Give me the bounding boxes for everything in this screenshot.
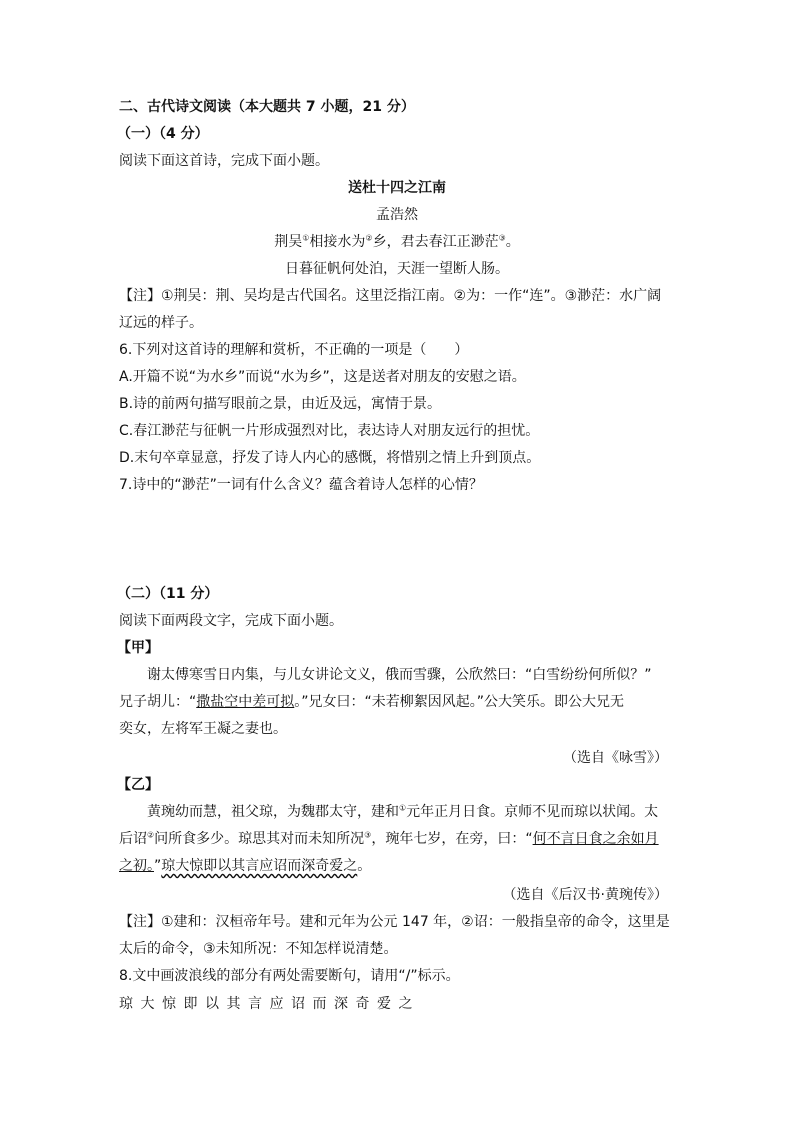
poem-line-1: [0, 232, 794, 252]
passage-text: ，琬年七岁，在旁，曰：“: [371, 831, 533, 847]
poem-title: 送杜十四之江南: [348, 180, 446, 196]
underlined-phrase: 撒盐空中差可拟: [196, 694, 295, 710]
footnote-mark: ②: [365, 233, 373, 243]
poem-text: 相接水为: [309, 234, 366, 250]
poem-note-line-1: 【注】①荆吴：荆、吴均是古代国名。这里泛指江南。②为：一作“连”。③渺茫：水广阔: [119, 288, 662, 304]
passage-text: 后诏: [119, 831, 147, 847]
option-c: C.春江渺茫与征帆一片形成强烈对比，表达诗人对朋友远行的担忧。: [119, 423, 540, 439]
passage-text: 元年正月日食。京师不见而琼以状闻。太: [406, 804, 659, 820]
poem-line-2: 日暮征帆何处泊，天涯一望断人肠。: [285, 261, 509, 277]
footnote-mark: ①: [302, 233, 310, 243]
footnote-mark: ①: [399, 803, 407, 813]
passage-note-line-2: 太后的命令，③未知所况：不知怎样说清楚。: [119, 941, 398, 957]
jia-line-1: 谢太傅寒雪日内集，与儿女讲论文义，俄而雪骤，公欣然曰：“白雪纷纷何所似？”: [147, 667, 652, 683]
yi-source: （选自《后汉书·黄琬传》）: [502, 887, 668, 903]
passage-text: 。”兄女曰：“未若柳絮因风起。”公大笑乐。即公大兄无: [294, 694, 625, 710]
option-d: D.末句卒章显意，抒发了诗人内心的感慨，将惜别之情上升到顶点。: [119, 450, 541, 466]
footnote-mark: ③: [364, 830, 372, 840]
part2-heading: （二）（11 分）: [117, 586, 219, 602]
wavy-underlined-phrase: 琼大惊即以其言应诏而深奇爱之: [161, 858, 358, 874]
question-8-text: 琼大惊即以其言应诏而深奇爱之: [119, 996, 420, 1012]
passage-text: 问所食多少。琼思其对而未知所况: [154, 831, 365, 847]
yi-line-3: [119, 856, 371, 876]
passage-text: 黄琬幼而慧，祖父琼，为魏郡太守，建和: [147, 804, 399, 820]
poem-text: 乡，君去春江正渺茫: [372, 234, 499, 250]
jia-source: （选自《咏雪》）: [563, 750, 668, 766]
jia-line-2: [119, 692, 624, 712]
question-6: 6.下列对这首诗的理解和赏析，不正确的一项是（ ）: [119, 342, 469, 358]
poem-text: 。: [505, 234, 520, 250]
passage-text: 。: [357, 858, 372, 874]
underlined-phrase: 何不言日食之余如月: [532, 831, 659, 847]
option-b: B.诗的前两句描写眼前之景，由近及远，寓情于景。: [119, 396, 442, 412]
footnote-mark: ③: [498, 233, 506, 243]
option-a: A.开篇不说“为水乡”而说“水为乡”，这是送者对朋友的安慰之语。: [119, 369, 526, 385]
yi-label: 【乙】: [117, 777, 159, 793]
underlined-phrase: 之初。: [119, 858, 154, 874]
footnote-mark: ②: [147, 830, 155, 840]
question-8: 8.文中画波浪线的部分有两处需要断句，请用“/”标示。: [119, 968, 460, 984]
yi-line-1: [147, 802, 658, 822]
passage-note-line-1: 【注】①建和：汉桓帝年号。建和元年为公元 147 年，②诏：一般指皇帝的命令，这里是: [119, 914, 670, 930]
part1-heading: （一）（4 分）: [117, 126, 209, 142]
yi-line-2: [119, 829, 659, 849]
part2-instruction: 阅读下面两段文字，完成下面小题。: [119, 613, 343, 629]
poem-text: 荆吴: [274, 234, 303, 250]
passage-text: 兄子胡儿：“: [119, 694, 197, 710]
jia-line-3: 奕女，左将军王凝之妻也。: [119, 721, 287, 737]
passage-text: ”: [154, 858, 162, 874]
poem-note-line-2: 辽远的样子。: [119, 315, 203, 331]
jia-label: 【甲】: [117, 640, 159, 656]
question-7: 7.诗中的“渺茫”一词有什么含义？蕴含着诗人怎样的心情？: [119, 477, 483, 493]
part1-instruction: 阅读下面这首诗，完成下面小题。: [119, 153, 329, 169]
poem-author: 孟浩然: [376, 207, 418, 223]
section-title: 二、古代诗文阅读（本大题共 7 小题，21 分）: [119, 99, 415, 115]
